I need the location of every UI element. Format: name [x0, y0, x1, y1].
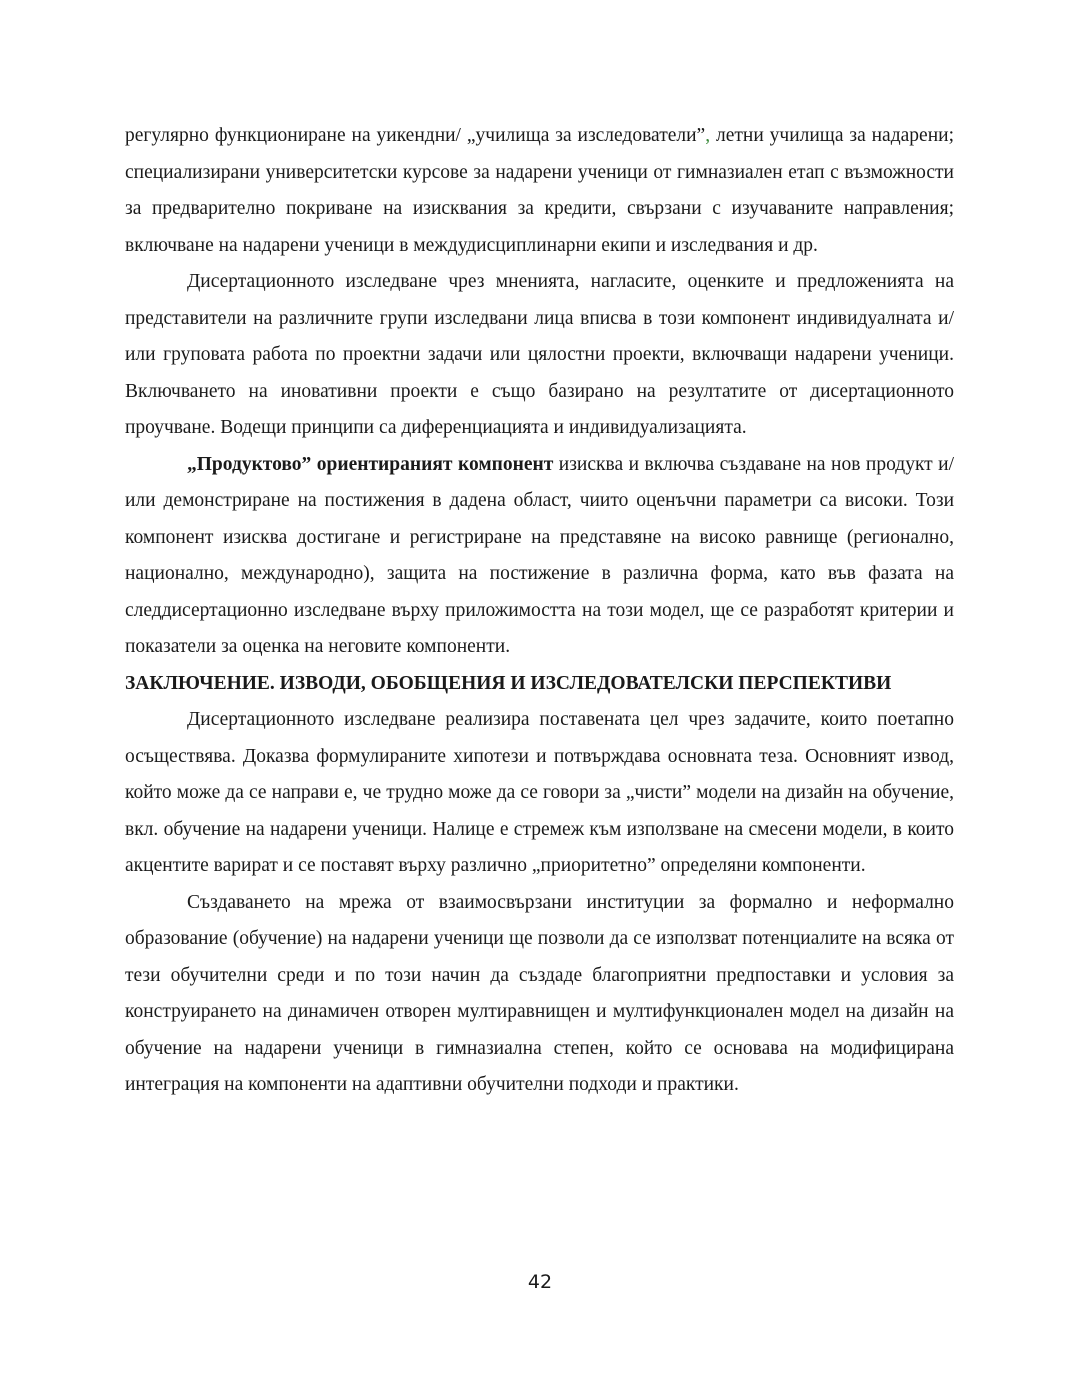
paragraph-dissertation-projects: Дисертационното изследване чрез мненията, нагласите, оценките и предложенията на представители на различните групи изследвани лица вписва в този компонент индивидуалната и/или груповата работа по проектни задачи или цялостни проекти, включващи надарени ученици. Включването на иновативни проекти е също базирано на резултатите от дисертационното проучване. Водещи принципи са диференциацията и индивидуализацията. — [125, 271, 954, 438]
paragraph-gifted-schools — [125, 118, 954, 264]
product-component-term: „Продуктово” ориентираният компонент — [187, 453, 554, 475]
paragraph-conclusion-network: Създаването на мрежа от взаимосвързани институции за формално и неформално образование (обучение) на надарени ученици ще позволи да се използват потенциалите на всяка от тези обучителни среди и по този начин да създаде благоприятни предпоставки и условия за конструирането на динамичен отворен мултиравнищен и мултифункционален модел на дизайн на обучение на надарени ученици в гимназиална степен, който се основава на модифицирана интеграция на компоненти на адаптивни обучителни подходи и практики. — [125, 891, 954, 1095]
paragraph-product-component — [125, 447, 954, 666]
section-heading-conclusion: ЗАКЛЮЧЕНИЕ. ИЗВОДИ, ОБОБЩЕНИЯ И ИЗСЛЕДОВАТЕЛСКИ ПЕРСПЕКТИВИ — [125, 672, 892, 694]
product-component-text: изисква и включва създаване на нов продукт и/или демонстриране на постижения в дадена област, чиито оценъчни параметри са високи. Този компонент изисква достигане и регистриране на представяне на високо равнище (регионално, национално, международно), защита на постижение в различна форма, като във фазата на следдисертационно изследване върху приложимостта на този модел, ще се разработят критерии и показатели за оценка на неговите компоненти. — [125, 453, 955, 657]
page-body — [125, 118, 954, 1104]
page-number: 42 — [527, 1271, 553, 1293]
paragraph-1-part-b: летни училища за надарени; специализирани университетски курсове за надарени ученици от гимназиален етап с възможности за предварително покриване на изисквания за кредити, свързани с изучаваните направления; включване на надарени ученици в междудисциплинарни екипи и изследвания и др. — [125, 125, 954, 256]
paragraph-conclusion-main: Дисертационното изследване реализира поставената цел чрез задачите, които поетапно осъществява. Доказва формулираните хипотези и потвърждава основната теза. Основният извод, който може да се направи е, че трудно може да се говори за „чисти” модели на дизайн на обучение, вкл. обучение на надарени ученици. Налице е стремеж към използване на смесени модели, в които акцентите варират и се поставят върху различно „приоритетно” определяни компоненти. — [125, 709, 954, 876]
paragraph-1-green-comma: , — [705, 125, 711, 146]
paragraph-1-part-a: регулярно функциониране на уикендни/ „училища за изследователи” — [125, 125, 706, 146]
